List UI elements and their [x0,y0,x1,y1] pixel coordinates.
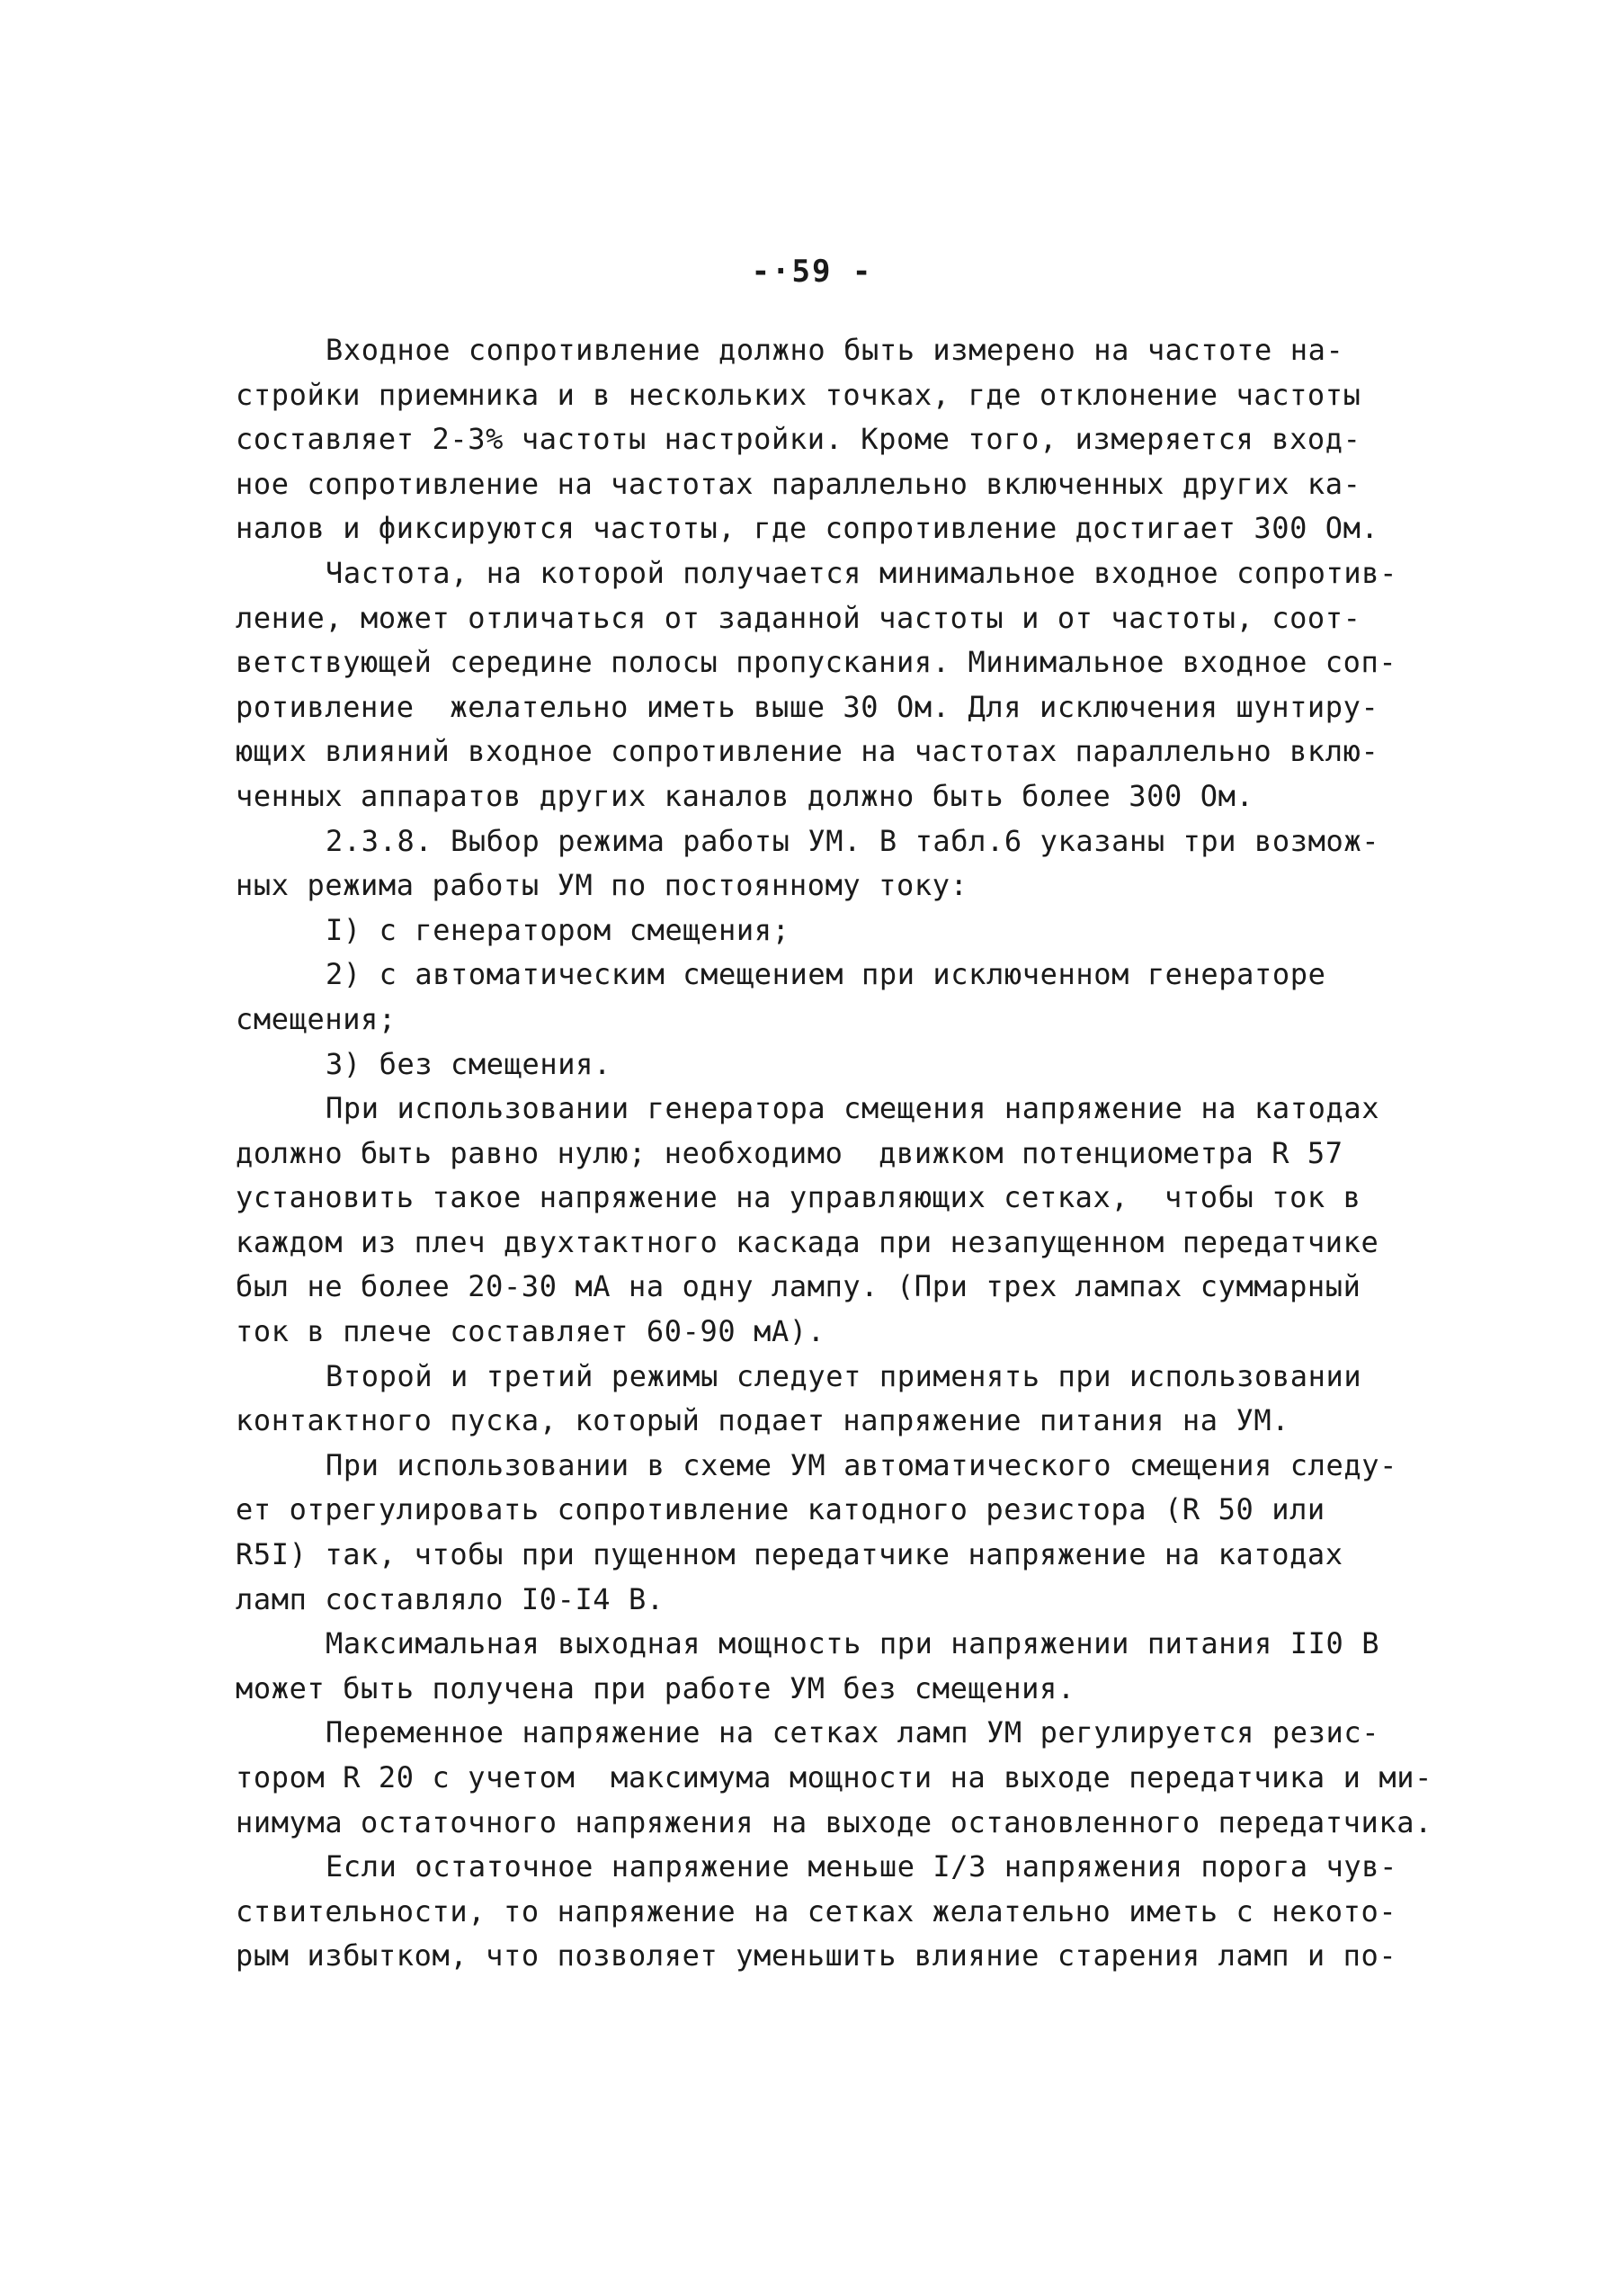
text-line: Максимальная выходная мощность при напряжении питания II0 В [326,1626,1380,1661]
page-number: -·59 - [751,254,873,290]
text-line: составляет 2-3% частоты настройки. Кроме того, измеряется вход- [236,422,1361,457]
text-line: Переменное напряжение на сетках ламп УМ регулируется резис- [326,1715,1380,1750]
text-line: налов и фиксируются частоты, где сопротивление достигает 300 Ом. [236,511,1379,546]
text-line: ных режима работы УМ по постоянному току: [236,868,968,903]
text-line: Частота, на которой получается минимальное входное сопротив- [326,555,1397,590]
text-line: ротивление желательно иметь выше 30 Ом. Для исключения шунтиру- [236,689,1379,724]
text-line: стройки приемника и в нескольких точках, где отклонение частоты [236,377,1361,412]
text-line: ет отрегулировать сопротивление катодного резистора (R 50 или [236,1492,1325,1527]
body-text [236,328,1432,1979]
text-line: Входное сопротивление должно быть измерено на частоте на- [326,333,1344,367]
text-line: ветствующей середине полосы пропускания. Минимальное входное соп- [236,645,1397,680]
text-line: ченных аппаратов других каналов должно быть более 300 Ом. [236,778,1254,813]
text-line: При использовании генератора смещения напряжение на катодах [326,1091,1380,1126]
text-line: тором R 20 с учетом максимума мощности на выходе передатчика и ми- [236,1760,1432,1794]
text-line: ламп составляло I0-I4 В. [236,1581,665,1616]
text-line: рым избытком, что позволяет уменьшить влияние старения ламп и по- [236,1938,1397,1973]
text-line: ствительности, то напряжение на сетках желательно иметь с некото- [236,1893,1397,1928]
text-line: смещения; [236,1001,397,1036]
text-line: 2) с автоматическим смещением при исключенном генераторе [326,957,1326,992]
text-line: нимума остаточного напряжения на выходе остановленного передатчика. [236,1804,1432,1839]
text-line: Второй и третий режимы следует применять при использовании [326,1358,1362,1393]
text-line: каждом из плеч двухтактного каскада при незапущенном передатчике [236,1224,1379,1259]
text-line: I) с генератором смещения; [326,912,790,947]
text-line: ющих влияний входное сопротивление на частотах параллельно вклю- [236,734,1379,769]
text-line: ток в плече составляет 60-90 мА). [236,1314,825,1349]
text-line: был не более 20-30 мА на одну лампу. (При трех лампах суммарный [236,1269,1361,1304]
text-line: 2.3.8. Выбор режима работы УМ. В табл.6 указаны три возмож- [326,823,1380,858]
text-line: 3) без смещения. [326,1046,611,1081]
text-line: должно быть равно нулю; необходимо движком потенциометра R 57 [236,1135,1343,1170]
text-line: ление, может отличаться от заданной частоты и от частоты, соот- [236,600,1361,635]
text-line: При использовании в схеме УМ автоматического смещения следу- [326,1447,1397,1482]
text-line: контактного пуска, который подает напряжение питания на УМ. [236,1403,1290,1438]
text-line: установить такое напряжение на управляющих сетках, чтобы ток в [236,1180,1361,1215]
text-line: может быть получена при работе УМ без смещения. [236,1670,1075,1705]
text-line: ное сопротивление на частотах параллельно включенных других ка- [236,466,1361,501]
text-line: R5I) так, чтобы при пущенном передатчике напряжение на катодах [236,1537,1343,1572]
text-line: Если остаточное напряжение меньше I/3 напряжения порога чув- [326,1849,1397,1884]
